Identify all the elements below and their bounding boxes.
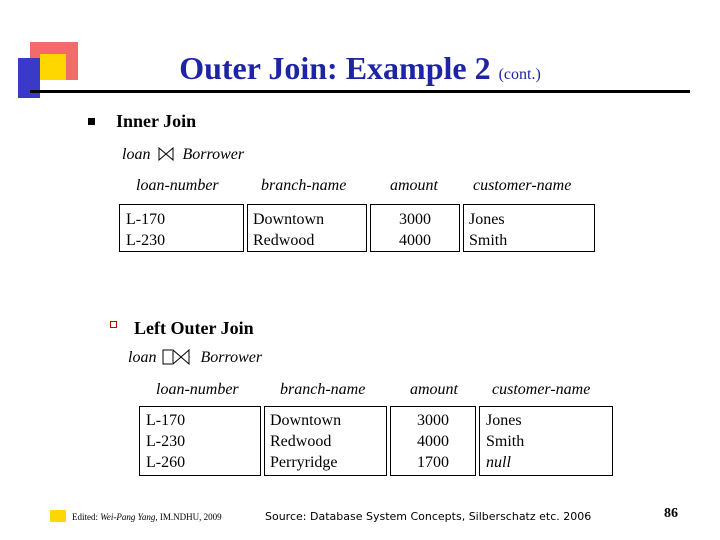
inner-header-customer-name: customer-name [473,177,572,194]
footer-edited-label: Edited: [72,512,98,522]
left-col-branch-name: Downtown Redwood Perryridge [270,412,342,471]
footer-yellow-square [50,510,66,522]
slide-title [0,50,720,87]
slide-title-main: Outer Join: Example 2 [179,50,491,86]
inner-col-loan-number-box [119,204,244,252]
left-col-amount: 3000 4000 1700 [417,412,449,471]
inner-header-branch-name: branch-name [261,177,347,194]
inner-expr-left: loan [122,146,151,163]
left-col-loan-number-box [139,406,261,476]
left-header-customer-name: customer-name [492,381,591,398]
left-col-branch-name-box [264,406,387,476]
inner-col-loan-number: L-170 L-230 [126,211,166,249]
natural-join-icon [155,147,177,161]
inner-header-loan-number: loan-number [136,177,219,194]
footer-edited [72,512,222,522]
left-expr-right: Borrower [200,349,263,366]
inner-col-amount: 3000 4000 [399,211,431,249]
bullet-square-icon [88,118,95,125]
left-expr-left: loan [128,349,157,366]
inner-col-customer-name-box [463,204,595,252]
left-header-branch-name: branch-name [280,381,366,398]
left-col-loan-number: L-170 L-230 L-260 [146,412,186,471]
title-rule [30,90,690,93]
left-header-loan-number: loan-number [156,381,239,398]
slide-title-sub: (cont.) [498,66,541,83]
footer-edited-org: IM.NDHU, 2009 [159,512,222,522]
bullet-hollow-square-icon [110,321,117,328]
inner-col-customer-name: Jones Smith [469,211,508,249]
left-header-amount: amount [410,381,458,398]
inner-expr-right: Borrower [182,146,245,163]
footer-source: Source: Database System Concepts, Silberschatz etc. 2006 [265,510,592,523]
inner-join-expression [122,146,244,164]
inner-join-heading: Inner Join [116,111,197,131]
left-col-customer-name: Jones Smith [486,412,525,450]
inner-col-branch-name-box [247,204,367,252]
inner-col-amount-box [370,204,460,252]
left-col-amount-box [390,406,476,476]
page-number: 86 [664,506,678,521]
left-outer-join-heading: Left Outer Join [134,318,254,338]
left-col-customer-name-box [479,406,613,476]
left-outer-join-expression [128,349,262,367]
footer-edited-name: Wei-Pang Yang, [100,512,158,522]
left-outer-join-icon [161,349,195,365]
inner-col-branch-name: Downtown Redwood [253,211,325,249]
inner-header-amount: amount [390,177,438,194]
left-col-customer-name-null: null [486,454,511,471]
